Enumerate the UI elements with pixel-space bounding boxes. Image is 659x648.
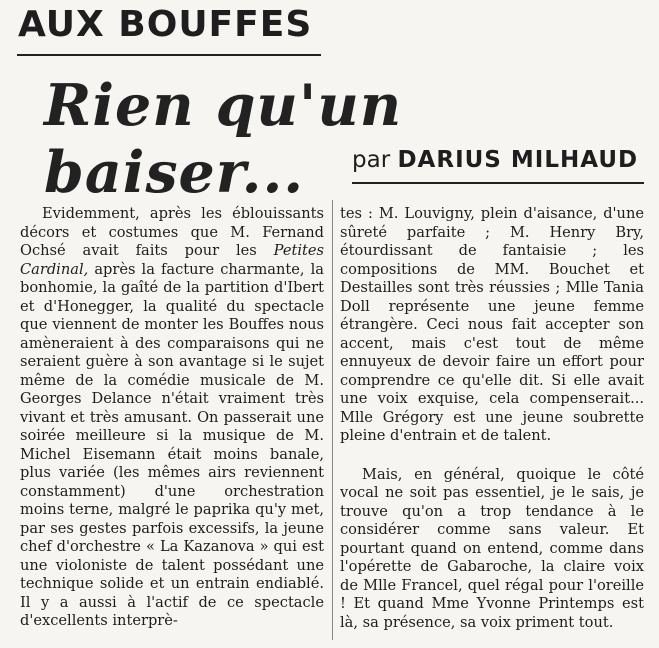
show-title-italic: Petites Cardinal,: [20, 242, 324, 278]
paragraph: Mais, en général, quoique le côté vocal ne soit pas essentiel, je le sais, je trouve qu'on a trop tendance à le considérer comme sans valeur. Et pourtant quand on entend, comme dans l'opérette de Gabaroche, la claire voix de Mlle Francel, quel régal pour l'oreille ! Et quand Mme Yvonne Printemps est là, sa présence, sa voix priment tout.: [340, 465, 644, 631]
paragraph-continued: tes : M. Louvigny, plein d'aisance, d'une sûreté parfaite ; M. Henry Bry, étourdissant de fantaisie ; les compositions de MM. Bouchet et Destailles sont très réussies ; Mlle Tania Doll représente une jeune femme étrangère. Ceci nous fait accepter son accent, mais c'est tout de même ennuyeux de devoir faire un effort pour comprendre ce qu'elle dit. Si elle avait une voix exquise, cela compenserait... Mlle Grégory est une jeune soubrette pleine d'entrain et de talent.: [340, 205, 644, 444]
article-column-right: [340, 205, 644, 632]
byline-author: DARIUS MILHAUD: [397, 147, 639, 173]
byline: [352, 147, 638, 173]
paragraph: [20, 205, 324, 631]
paragraph-text: Evidemment, après les éblouissants décors et costumes que M. Fernand Ochsé avait faits pour les: [20, 205, 324, 259]
column-divider: [332, 200, 333, 640]
paragraph-text: après la facture charmante, la bonhomie, la gaîté de la partition d'Ibert et d'Honegger, la qualité du spectacle que viennent de monter les Bouffes nous amèneraient à des comparaisons qui ne seraient guère à son avantage si le sujet même de la comédie musicale de M. Georges Delance n'était vraiment très vivant et très amusant. On passerait une soirée meilleure si la musique de M. Michel Eisemann était moins banale, plus variée (les mêmes airs reviennent constamment) d'une orchestration moins terne, malgré le paprika qu'y met, par ses gestes parfois excessifs, la jeune chef d'orchestre « La Kazanova » qui est une violoniste de talent possédant une technique solide et un entrain endiablé. Il y a aussi à l'actif de ce spectacle d'excellents interprè-: [20, 260, 324, 629]
article-column-left: [20, 205, 324, 631]
rubric-underline: [17, 54, 321, 56]
article-headline: Rien qu'un baiser...: [44, 72, 403, 206]
byline-prefix: par: [352, 147, 391, 173]
section-rubric: AUX BOUFFES: [18, 4, 313, 45]
byline-underline: [352, 182, 644, 184]
